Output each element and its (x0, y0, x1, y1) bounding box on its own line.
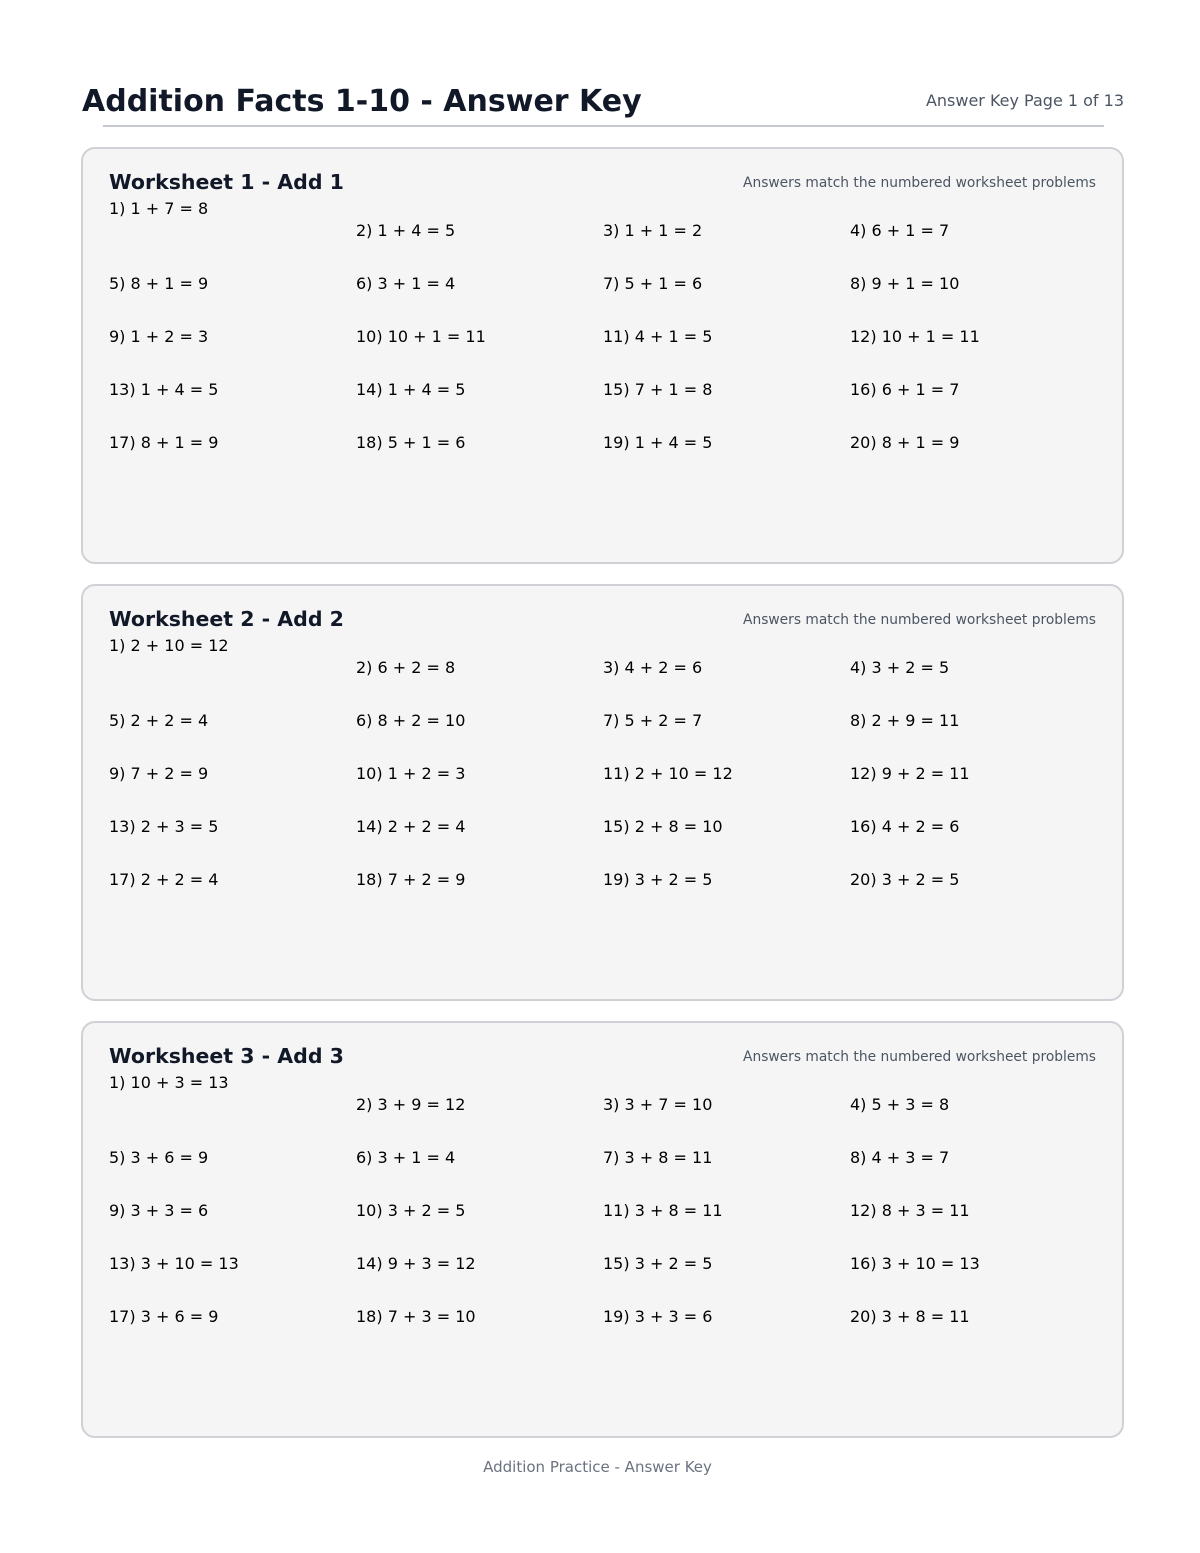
worksheet-title: Worksheet 3 - Add 3 (109, 1044, 344, 1068)
problem-answer: 1) 1 + 7 = 8 (109, 199, 209, 218)
problem-answer: 8) 4 + 3 = 7 (850, 1148, 950, 1167)
problem-answer: 2) 3 + 9 = 12 (356, 1095, 466, 1114)
worksheet-note: Answers match the numbered worksheet problems (743, 612, 1096, 628)
worksheet-card-3 (81, 1021, 1124, 1438)
problem-answer: 8) 2 + 9 = 11 (850, 711, 960, 730)
problem-answer: 12) 9 + 2 = 11 (850, 764, 970, 783)
problem-answer: 15) 2 + 8 = 10 (603, 817, 723, 836)
problem-answer: 12) 8 + 3 = 11 (850, 1201, 970, 1220)
problem-answer: 15) 3 + 2 = 5 (603, 1254, 713, 1273)
problem-answer: 18) 5 + 1 = 6 (356, 433, 466, 452)
worksheet-title: Worksheet 1 - Add 1 (109, 170, 344, 194)
problem-answer: 9) 7 + 2 = 9 (109, 764, 209, 783)
problem-answer: 10) 10 + 1 = 11 (356, 327, 486, 346)
problem-answer: 3) 4 + 2 = 6 (603, 658, 703, 677)
problem-answer: 3) 1 + 1 = 2 (603, 221, 703, 240)
problem-answer: 6) 3 + 1 = 4 (356, 1148, 456, 1167)
problem-answer: 14) 9 + 3 = 12 (356, 1254, 476, 1273)
problem-answer: 11) 4 + 1 = 5 (603, 327, 713, 346)
problem-answer: 20) 3 + 2 = 5 (850, 870, 960, 889)
problem-answer: 4) 3 + 2 = 5 (850, 658, 950, 677)
page-title: Addition Facts 1-10 - Answer Key (82, 84, 642, 119)
page-footer: Addition Practice - Answer Key (483, 1458, 712, 1476)
problem-answer: 10) 1 + 2 = 3 (356, 764, 466, 783)
problem-answer: 4) 6 + 1 = 7 (850, 221, 950, 240)
problem-answer: 9) 3 + 3 = 6 (109, 1201, 209, 1220)
problem-answer: 7) 5 + 1 = 6 (603, 274, 703, 293)
problem-answer: 11) 3 + 8 = 11 (603, 1201, 723, 1220)
problem-answer: 19) 3 + 2 = 5 (603, 870, 713, 889)
problem-answer: 7) 5 + 2 = 7 (603, 711, 703, 730)
problem-answer: 1) 10 + 3 = 13 (109, 1073, 229, 1092)
problem-answer: 19) 3 + 3 = 6 (603, 1307, 713, 1326)
problem-answer: 5) 2 + 2 = 4 (109, 711, 209, 730)
problem-answer: 12) 10 + 1 = 11 (850, 327, 980, 346)
problem-answer: 5) 3 + 6 = 9 (109, 1148, 209, 1167)
problem-answer: 20) 3 + 8 = 11 (850, 1307, 970, 1326)
problem-answer: 13) 1 + 4 = 5 (109, 380, 219, 399)
problem-answer: 14) 2 + 2 = 4 (356, 817, 466, 836)
problem-answer: 17) 2 + 2 = 4 (109, 870, 219, 889)
worksheet-card-1 (81, 147, 1124, 564)
page-counter: Answer Key Page 1 of 13 (925, 91, 1124, 110)
problem-answer: 9) 1 + 2 = 3 (109, 327, 209, 346)
problem-answer: 4) 5 + 3 = 8 (850, 1095, 950, 1114)
problem-answer: 16) 4 + 2 = 6 (850, 817, 960, 836)
problem-answer: 3) 3 + 7 = 10 (603, 1095, 713, 1114)
problem-answer: 13) 2 + 3 = 5 (109, 817, 219, 836)
problem-answer: 8) 9 + 1 = 10 (850, 274, 960, 293)
problem-answer: 5) 8 + 1 = 9 (109, 274, 209, 293)
problem-answer: 1) 2 + 10 = 12 (109, 636, 229, 655)
problem-answer: 2) 6 + 2 = 8 (356, 658, 456, 677)
worksheet-note: Answers match the numbered worksheet problems (743, 175, 1096, 191)
worksheet-card-2 (81, 584, 1124, 1001)
problem-answer: 7) 3 + 8 = 11 (603, 1148, 713, 1167)
problem-answer: 19) 1 + 4 = 5 (603, 433, 713, 452)
problem-answer: 2) 1 + 4 = 5 (356, 221, 456, 240)
problem-answer: 11) 2 + 10 = 12 (603, 764, 733, 783)
problem-answer: 6) 3 + 1 = 4 (356, 274, 456, 293)
problem-answer: 17) 8 + 1 = 9 (109, 433, 219, 452)
problem-answer: 6) 8 + 2 = 10 (356, 711, 466, 730)
problem-answer: 14) 1 + 4 = 5 (356, 380, 466, 399)
title-divider (103, 125, 1104, 127)
problem-answer: 18) 7 + 3 = 10 (356, 1307, 476, 1326)
problem-answer: 16) 6 + 1 = 7 (850, 380, 960, 399)
worksheet-title: Worksheet 2 - Add 2 (109, 607, 344, 631)
problem-answer: 15) 7 + 1 = 8 (603, 380, 713, 399)
worksheet-note: Answers match the numbered worksheet problems (743, 1049, 1096, 1065)
problem-answer: 10) 3 + 2 = 5 (356, 1201, 466, 1220)
problem-answer: 20) 8 + 1 = 9 (850, 433, 960, 452)
problem-answer: 18) 7 + 2 = 9 (356, 870, 466, 889)
problem-answer: 16) 3 + 10 = 13 (850, 1254, 980, 1273)
problem-answer: 13) 3 + 10 = 13 (109, 1254, 239, 1273)
problem-answer: 17) 3 + 6 = 9 (109, 1307, 219, 1326)
